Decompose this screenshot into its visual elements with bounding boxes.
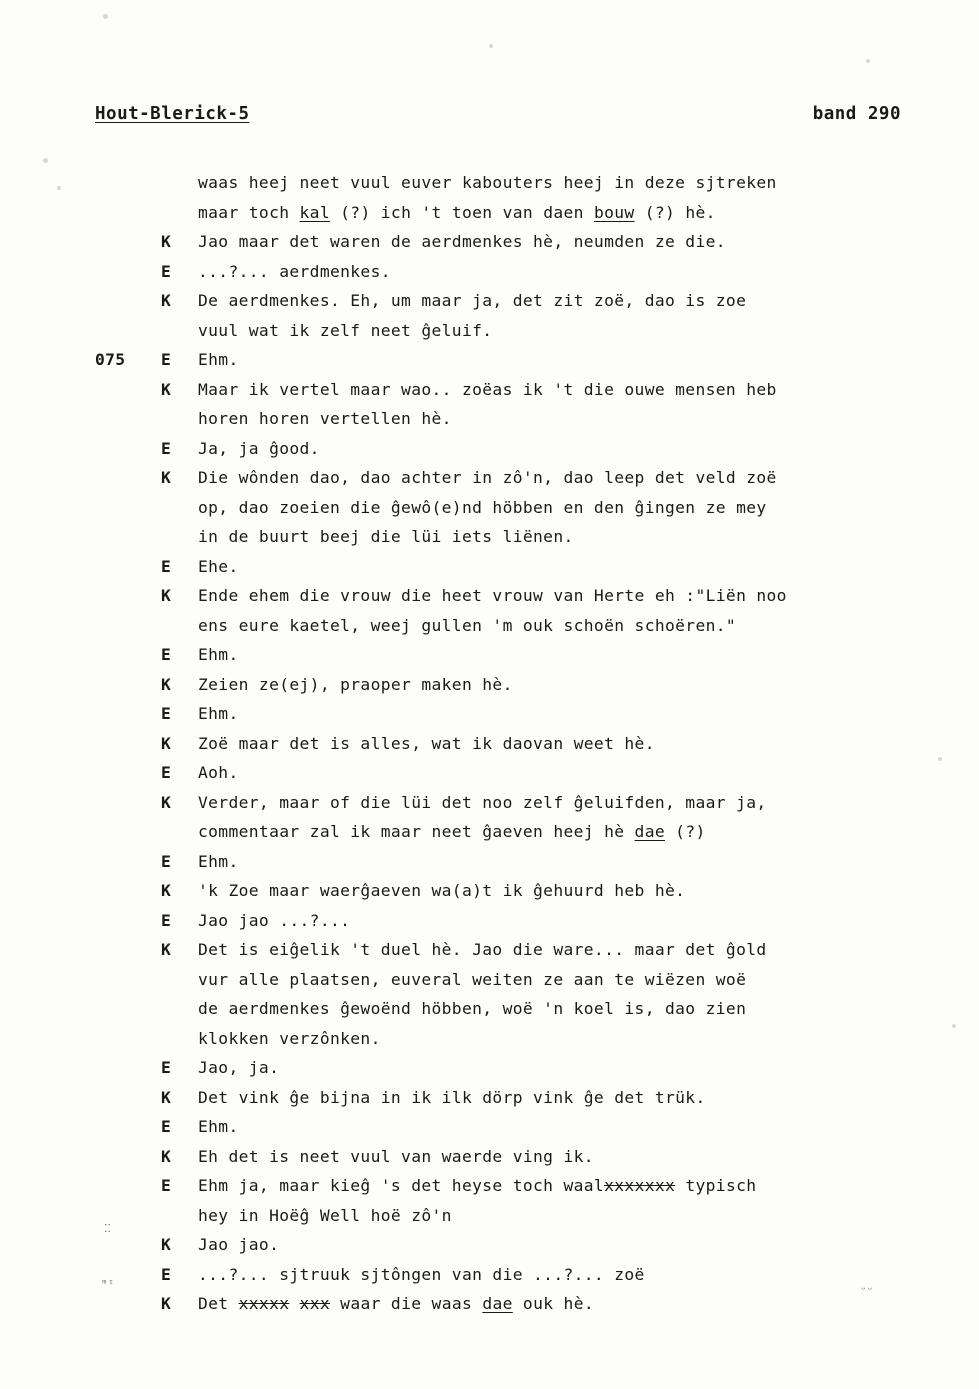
line-text: Ehm. [198,851,239,871]
scan-speck [866,59,870,63]
transcript-line [95,1142,919,1172]
speaker-label: E [161,1058,172,1077]
line-text: de aerdmenkes ĝewoënd höbben, woë 'n koel is, dao zien [198,999,747,1018]
line-text: vuul wat ik zelf neet ĝeluif. [198,320,493,340]
scan-speck [57,186,61,190]
speaker-label: E [161,350,172,369]
transcript-line [95,847,919,877]
transcript-line [95,1024,919,1054]
page-header [95,104,901,124]
speaker-label: K [161,792,172,812]
transcript-line [95,788,919,818]
line-text: De aerdmenkes. Eh, um maar ja, det zit zoë, dao is zoe [198,291,747,310]
line-text: Verder, maar of die lüi det noo zelf ĝeluifden, maar ja, [198,792,767,812]
line-text: horen horen vertellen hè. [198,409,452,428]
transcript-line [95,463,919,493]
transcript-line [95,375,919,405]
transcript-line [95,670,919,700]
transcript-line [95,522,919,552]
margin-mark: ⁚⁚ [104,1222,111,1235]
line-text: Ehm ja, maar kieĝ 's det heyse toch waalxxxxxxx typisch [198,1176,757,1195]
line-text: vur alle plaatsen, euveral weiten ze aan te wiëzen woë [198,969,747,989]
margin-mark: ᵐᵎ [101,1277,115,1290]
transcript-line [95,581,919,611]
scan-speck [952,1024,956,1028]
line-text: waas heej neet vuul euver kabouters heej in deze sjtreken [198,173,777,192]
line-text: ...?... sjtruuk sjtôngen van die ...?... zoë [198,1264,645,1284]
transcript-line [95,316,919,346]
speaker-label: E [161,438,172,458]
line-text: Det is eiĝelik 't duel hè. Jao die ware... maar det ĝold [198,940,767,959]
transcript-line [95,1289,919,1319]
speaker-label: E [161,704,172,723]
transcript-line [95,876,919,906]
transcript-line [95,611,919,641]
line-text: commentaar zal ik maar neet ĝaeven heej hè dae (?) [198,822,706,841]
speaker-label: K [161,1087,172,1107]
speaker-label: K [161,1294,172,1313]
line-text: Zeien ze(ej), praoper maken hè. [198,674,513,694]
transcript-line [95,729,919,759]
speaker-label: K [161,379,172,399]
speaker-label: K [161,468,172,487]
speaker-label: E [161,1176,172,1195]
line-text: Maar ik vertel maar wao.. zoëas ik 't die ouwe mensen heb [198,379,777,399]
transcript-line [95,1230,919,1260]
transcript-line [95,965,919,995]
transcript-line [95,198,919,228]
transcript-line [95,286,919,316]
speaker-label: K [161,291,172,310]
transcript-line [95,906,919,936]
speaker-label: K [161,1146,172,1166]
speaker-label: K [161,232,172,251]
speaker-label: E [161,763,172,782]
line-text: Ehm. [198,1117,239,1136]
transcript-line [95,758,919,788]
line-text: Zoë maar det is alles, wat ik daovan weet hè. [198,733,655,753]
transcript-line [95,699,919,729]
line-text: Ehm. [198,350,239,369]
transcript-line [95,345,919,375]
transcript-line [95,817,919,847]
line-text: maar toch kal (?) ich 't toen van daen bouw (?) hè. [198,202,716,222]
speaker-label: E [161,556,172,576]
speaker-label: E [161,910,172,930]
line-text: 'k Zoe maar waerĝaeven wa(a)t ik ĝehuurd heb hè. [198,881,686,900]
line-text: Jao maar det waren de aerdmenkes hè, neumden ze die. [198,232,726,251]
speaker-label: K [161,733,172,753]
speaker-label: E [161,645,172,664]
scan-speck [489,44,493,48]
scan-speck [103,14,108,19]
transcript-line [95,168,919,198]
line-text: ens eure kaetel, weej gullen 'm ouk schoën schoëren." [198,615,737,635]
line-text: klokken verzônken. [198,1028,381,1048]
band-label: band 290 [812,104,901,124]
line-text: hey in Hoëĝ Well hoë zô'n [198,1205,452,1225]
line-text: op, dao zoeien die ĝewô(e)nd höbben en den ĝingen ze mey [198,497,767,517]
line-text: Ende ehem die vrouw die heet vrouw van Herte eh :"Liën noo [198,586,787,605]
transcript-line [95,1112,919,1142]
line-text: Ehe. [198,556,239,576]
speaker-label: K [161,674,172,694]
transcript-line [95,404,919,434]
line-text: Ja, ja ĝood. [198,438,320,458]
document-id: Hout-Blerick-5 [95,104,250,124]
transcript-line [95,552,919,582]
scan-speck [43,158,48,163]
line-text: Eh det is neet vuul van waerde ving ik. [198,1146,594,1166]
speaker-label: E [161,851,172,871]
line-text: Die wônden dao, dao achter in zô'n, dao leep det veld zoë [198,468,777,487]
line-text: Det vink ĝe bijna in ik ilk dörp vink ĝe det trük. [198,1087,706,1107]
line-text: Jao, ja. [198,1058,280,1077]
transcript-line [95,1083,919,1113]
line-text: Jao jao ...?... [198,910,351,930]
scan-speck [938,757,942,761]
speaker-label: E [161,1264,172,1284]
line-text: Det xxxxx xxx waar die waas dae ouk hè. [198,1294,594,1313]
transcript-body [95,168,919,1319]
line-text: Jao jao. [198,1235,280,1254]
margin-mark: ᵕᵕ [860,1283,874,1296]
line-text: Ehm. [198,645,239,664]
line-text: Aoh. [198,763,239,782]
speaker-label: E [161,261,172,281]
transcript-line [95,493,919,523]
speaker-label: K [161,1235,172,1254]
speaker-label: K [161,586,172,605]
transcript-line [95,1260,919,1290]
transcript-line [95,257,919,287]
speaker-label: K [161,881,172,900]
transcript-line [95,1053,919,1083]
line-text: Ehm. [198,704,239,723]
speaker-label: E [161,1117,172,1136]
transcript-line [95,935,919,965]
line-number: 075 [95,350,126,369]
transcript-line [95,1171,919,1201]
transcript-line [95,640,919,670]
speaker-label: K [161,940,172,959]
transcript-line [95,994,919,1024]
transcript-line [95,1201,919,1231]
transcript-line [95,227,919,257]
line-text: ...?... aerdmenkes. [198,261,391,281]
transcript-line [95,434,919,464]
line-text: in de buurt beej die lüi iets liënen. [198,527,574,546]
